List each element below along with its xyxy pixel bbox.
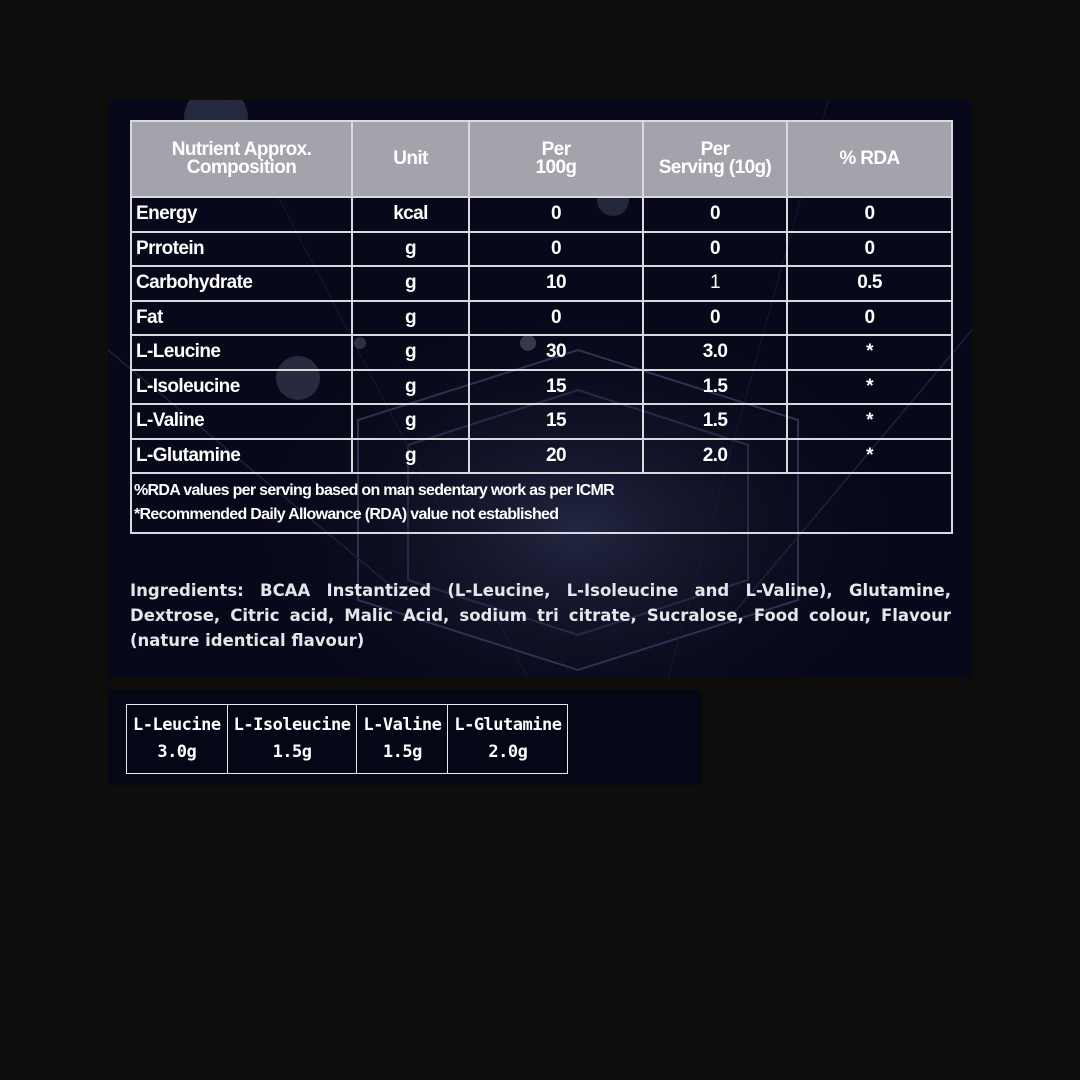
nutrient-rda: 0: [787, 232, 952, 267]
nutrient-per-serving: 1.5: [643, 404, 787, 439]
nutrient-per-100g: 0: [469, 197, 643, 232]
nutrition-panel: [108, 100, 972, 678]
nutrient-name: Prrotein: [131, 232, 352, 267]
nutrient-per-serving: 2.0: [643, 439, 787, 474]
nutrient-rda: *: [787, 404, 952, 439]
header-per-100g: Per 100g: [469, 121, 643, 197]
nutrient-rda: *: [787, 370, 952, 405]
nutrient-per-100g: 15: [469, 370, 643, 405]
nutrient-unit: g: [352, 370, 469, 405]
footnote-rda-not-established: *Recommended Daily Allowance (RDA) value not established: [134, 506, 559, 523]
nutrient-unit: g: [352, 439, 469, 474]
nutrient-per-serving: 3.0: [643, 335, 787, 370]
table-row: [131, 370, 952, 405]
amino-summary-table: [126, 704, 568, 774]
table-header-row: [131, 121, 952, 197]
nutrient-unit: g: [352, 335, 469, 370]
header-per-serving: Per Serving (10g): [643, 121, 787, 197]
amino-name: L-Valine: [363, 715, 442, 735]
table-row: [131, 301, 952, 336]
nutrient-per-100g: 10: [469, 266, 643, 301]
nutrient-per-100g: 0: [469, 301, 643, 336]
nutrient-name: L-Valine: [131, 404, 352, 439]
ingredients-text: Ingredients: BCAA Instantized (L-Leucine, L-Isoleucine and L-Valine), Glutamine, Dextrose, Citric acid, Malic Acid, sodium tri citrate, Sucralose, Food colour, Flavour (nature identical flavour): [130, 581, 951, 650]
amino-amount: 3.0g: [157, 742, 197, 762]
nutrient-rda: *: [787, 439, 952, 474]
nutrient-unit: g: [352, 301, 469, 336]
amino-cell: [227, 705, 357, 774]
nutrient-per-serving: 1: [643, 266, 787, 301]
footnotes: [131, 473, 952, 533]
nutrient-unit: g: [352, 404, 469, 439]
footnote-rda-basis: %RDA values per serving based on man sedentary work as per ICMR: [134, 482, 614, 499]
amino-name: L-Glutamine: [454, 715, 562, 735]
amino-amount: 1.5g: [382, 742, 422, 762]
amino-cell: [127, 705, 228, 774]
header-nutrient: Nutrient Approx. Composition: [131, 121, 352, 197]
amino-name: L-Leucine: [133, 715, 221, 735]
amino-summary-panel: [108, 690, 701, 785]
nutrient-name: L-Glutamine: [131, 439, 352, 474]
nutrition-table: [130, 120, 953, 534]
nutrient-unit: g: [352, 232, 469, 267]
header-rda: % RDA: [787, 121, 952, 197]
amino-amount: 1.5g: [272, 742, 312, 762]
nutrient-name: Carbohydrate: [131, 266, 352, 301]
nutrient-rda: *: [787, 335, 952, 370]
header-unit: Unit: [352, 121, 469, 197]
amino-cell: [448, 705, 568, 774]
nutrient-per-serving: 0: [643, 232, 787, 267]
nutrient-per-100g: 20: [469, 439, 643, 474]
nutrient-rda: 0.5: [787, 266, 952, 301]
nutrient-per-serving: 1.5: [643, 370, 787, 405]
amino-cell: [357, 705, 448, 774]
table-row: [131, 266, 952, 301]
nutrient-unit: g: [352, 266, 469, 301]
nutrient-name: L-Leucine: [131, 335, 352, 370]
nutrient-name: Energy: [131, 197, 352, 232]
table-row: [131, 335, 952, 370]
table-row: [131, 197, 952, 232]
nutrient-per-serving: 0: [643, 197, 787, 232]
footnote-row: [131, 473, 952, 533]
table-row: [131, 232, 952, 267]
nutrient-unit: kcal: [352, 197, 469, 232]
nutrient-name: Fat: [131, 301, 352, 336]
table-row: [131, 439, 952, 474]
nutrient-per-100g: 0: [469, 232, 643, 267]
nutrient-per-100g: 15: [469, 404, 643, 439]
nutrient-name: L-Isoleucine: [131, 370, 352, 405]
amino-amount: 2.0g: [488, 742, 528, 762]
table-row: [131, 404, 952, 439]
nutrient-rda: 0: [787, 197, 952, 232]
nutrient-per-serving: 0: [643, 301, 787, 336]
amino-name: L-Isoleucine: [233, 715, 351, 735]
nutrient-per-100g: 30: [469, 335, 643, 370]
nutrient-rda: 0: [787, 301, 952, 336]
